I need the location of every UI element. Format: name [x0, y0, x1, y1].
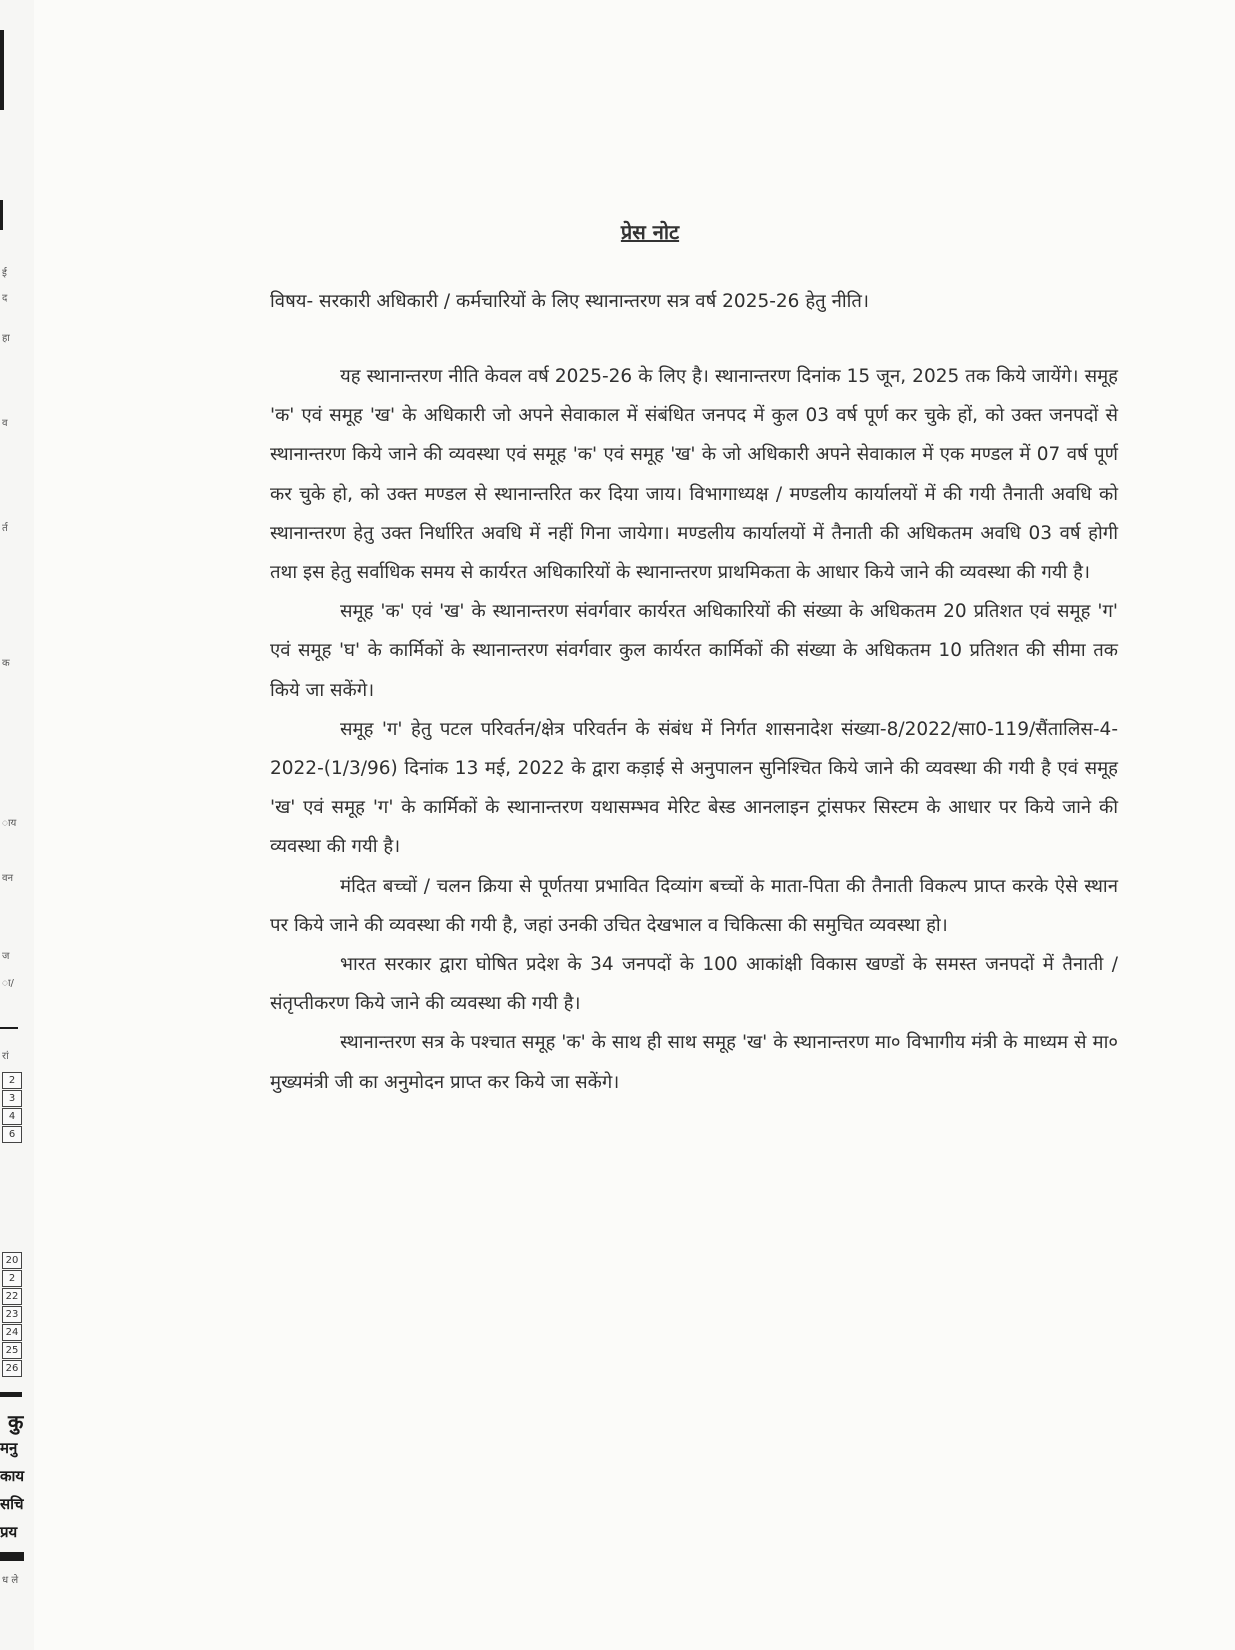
edge-glyph: ई: [2, 268, 7, 279]
margin-word: प्रय: [0, 1523, 18, 1541]
paragraph-disabled-children: मंदित बच्चों / चलन क्रिया से पूर्णतया प्रभावित दिव्यांग बच्चों के माता-पिता की तैनाती विकल्प प्राप्त करके ऐसे स्थान पर किये जाने की व्यवस्था की गयी है, जहां उनकी उचित देखभाल व चिकित्सा की समुचित व्यवस्था हो।: [270, 875, 1118, 936]
margin-number: 22: [2, 1288, 22, 1305]
margin-number: 23: [2, 1306, 22, 1323]
margin-number: 26: [2, 1360, 22, 1377]
edge-glyph: र्त: [2, 523, 8, 534]
margin-number: 2: [2, 1270, 22, 1287]
paragraph-transfer-limits: समूह 'क' एवं 'ख' के स्थानान्तरण संवर्गवार कार्यरत अधिकारियों की संख्या के अधिकतम 20 प्रतिशत एवं समूह 'ग' एवं समूह 'घ' के कार्मिकों के स्थानान्तरण संवर्गवार कुल कार्यरत कार्मिकों की संख्या के अधिकतम 10 प्रतिशत की सीमा तक किये जा सकेंगे।: [270, 601, 1118, 701]
edge-glyph: ध ले: [2, 1575, 19, 1586]
paragraph-group-g-rules: समूह 'ग' हेतु पटल परिवर्तन/क्षेत्र परिवर्तन के संबंध में निर्गत शासनादेश संख्या-8/2022/सा0-119/सैंतालिस-4-2022-(1/3/96) दिनांक 13 मई, 2022 के द्वारा कड़ाई से अनुपालन सुनिश्चित किये जाने की व्यवस्था की गयी है एवं समूह 'ख' एवं समूह 'ग' के कार्मिकों के स्थानान्तरण यथासम्भव मेरिट बेस्ड आनलाइन ट्रांसफर सिस्टम के आधार पर किये जाने की व्यवस्था की गयी है।: [270, 718, 1118, 858]
body-text: [270, 357, 1118, 1102]
edge-rule: [0, 1392, 22, 1397]
edge-mark: [0, 30, 4, 110]
edge-glyph: ा/: [2, 978, 14, 989]
margin-number: 2: [2, 1072, 22, 1089]
margin-word: काय: [0, 1467, 25, 1485]
margin-number: 24: [2, 1324, 22, 1341]
paragraph-post-session: स्थानान्तरण सत्र के पश्चात समूह 'क' के साथ ही साथ समूह 'ख' के स्थानान्तरण मा० विभागीय मंत्री के माध्यम से मा० मुख्यमंत्री जी का अनुमोदन प्राप्त कर किये जा सकेंगे।: [270, 1032, 1118, 1093]
margin-word: कु: [8, 1410, 24, 1434]
edge-glyph: ज: [2, 951, 10, 962]
edge-glyph: व: [2, 418, 8, 429]
edge-glyph: ाय: [2, 818, 17, 829]
paragraph-transfer-policy: यह स्थानान्तरण नीति केवल वर्ष 2025-26 के लिए है। स्थानान्तरण दिनांक 15 जून, 2025 तक किये जायेंगे। समूह 'क' एवं समूह 'ख' के अधिकारी जो अपने सेवाकाल में संबंधित जनपद में कुल 03 वर्ष पूर्ण कर चुके हों, को उक्त जनपदों से स्थानान्तरण किये जाने की व्यवस्था एवं समूह 'क' एवं समूह 'ख' के जो अधिकारी अपने सेवाकाल में एक मण्डल में 07 वर्ष पूर्ण कर चुके हो, को उक्त मण्डल से स्थानान्तरित कर दिया जाय। विभागाध्यक्ष / मण्डलीय कार्यालयों में की गयी तैनाती अवधि को स्थानान्तरण हेतु उक्त निर्धारित अवधि में नहीं गिना जायेगा। मण्डलीय कार्यालयों में तैनाती की अधिकतम अवधि 03 वर्ष होगी तथा इस हेतु सर्वाधिक समय से कार्यरत अधिकारियों के स्थानान्तरण प्राथमिकता के आधार किये जाने की व्यवस्था की गयी है।: [270, 366, 1118, 584]
margin-number: 4: [2, 1108, 22, 1125]
page-title: [0, 218, 1235, 245]
edge-glyph: द: [2, 293, 8, 304]
margin-word: मनु: [0, 1439, 18, 1457]
edge-glyph: वन: [2, 873, 14, 884]
paragraph-aspirational-blocks: भारत सरकार द्वारा घोषित प्रदेश के 34 जनपदों के 100 आकांक्षी विकास खण्डों के समस्त जनपदों में तैनाती / संतृप्तीकरण किये जाने की व्यवस्था की गयी है।: [270, 954, 1118, 1015]
edge-glyph: क: [2, 658, 10, 669]
left-page-fragment: [0, 0, 34, 1650]
margin-number: 6: [2, 1126, 22, 1143]
edge-rule: [0, 1027, 18, 1029]
margin-number: 20: [2, 1252, 22, 1269]
subject-line: विषय- सरकारी अधिकारी / कर्मचारियों के लिए स्थानान्तरण सत्र वर्ष 2025-26 हेतु नीति।: [270, 291, 869, 312]
edge-rule: [0, 1552, 24, 1561]
margin-number: 3: [2, 1090, 22, 1107]
page-title-text: प्रेस नोट: [620, 220, 680, 244]
margin-number: 25: [2, 1342, 22, 1359]
edge-glyph: रां: [2, 1051, 9, 1062]
margin-word: सचि: [0, 1495, 24, 1513]
edge-glyph: हा: [2, 333, 10, 344]
